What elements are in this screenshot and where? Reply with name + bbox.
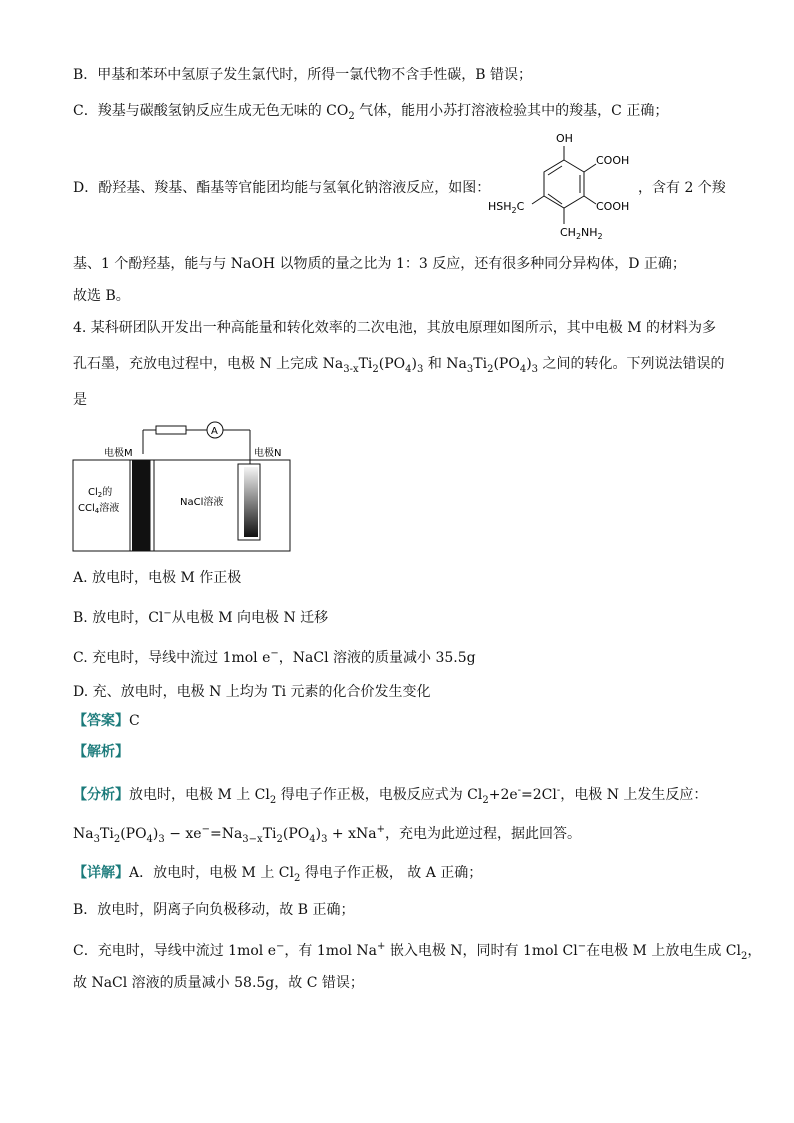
detail-line-a: 【详解】A．放电时，电极 M 上 $Cl_2$ 得电子作正极， 故 A 正确；: [73, 865, 483, 884]
label-left-solution-1: $Cl_2$的: [88, 487, 113, 499]
question-4-line1: 4. 某科研团队开发出一种高能量和转化效率的二次电池，其放电原理如图所示，其中电极 M 的材料为多: [73, 320, 717, 336]
mol-hsh2c: $HSH_2C$: [488, 200, 525, 215]
battery-diagram: [70, 418, 296, 554]
mol-cooh-bottom: COOH: [596, 200, 630, 213]
label-electrode-m: 电极M: [104, 448, 133, 459]
option-a: A. 放电时，电极 M 作正极: [73, 570, 242, 586]
text-line-b: B．甲基和苯环中氢原子发生氯代时，所得一氯代物不含手性碳，B 错误；: [73, 67, 533, 83]
text-line-d2: 基、1 个酚羟基，能与与 NaOH 以物质的量之比为 1：3 反应，还有很多种同分异构体，D 正确；: [73, 256, 686, 272]
detail-line-c2: 故 NaCl 溶液的质量减小 58.5g，故 C 错误；: [73, 975, 364, 991]
detail-line-b: B．放电时，阴离子向负极移动，故 B 正确；: [73, 902, 355, 918]
mol-cooh-top: COOH: [596, 154, 630, 167]
text-line-d: D．酚羟基、羧基、酯基等官能团均能与氢氧化钠溶液反应，如图：: [73, 180, 491, 196]
label-nacl-solution: NaCl溶液: [180, 497, 224, 508]
mol-ch2nh2: $CH_2NH_2$: [560, 226, 603, 241]
question-4-line3: 是: [73, 392, 87, 408]
label-ammeter: A: [211, 426, 218, 437]
mol-oh: OH: [556, 132, 573, 145]
option-d: D. 充、放电时，电极 N 上均为 Ti 元素的化合价发生变化: [73, 684, 431, 700]
option-c: C. 充电时，导线中流过 1mol e−，NaCl 溶液的质量减小 35.5g: [73, 648, 476, 666]
question-4-line2: 孔石墨，充放电过程中，电极 N 上完成 $Na_{3-x}Ti_2(PO_4)_3$ 和 $Na_3Ti_2(PO_4)_3$ 之间的转化。下列说法错误的: [73, 356, 725, 375]
analysis-line1: 【分析】放电时，电极 M 上 $Cl_2$ 得电子作正极，电极反应式为 $Cl_2+2e^-=2Cl^-$，电极 N 上发生反应：: [73, 785, 708, 806]
text-line-d3: 故选 B。: [73, 288, 130, 304]
molecule-structure: [484, 128, 644, 246]
answer-line: 【答案】C: [73, 713, 140, 729]
label-left-solution-2: CCl$_4$溶液: [78, 503, 120, 515]
label-electrode-n: 电极N: [254, 448, 282, 459]
detail-line-c1: C．充电时，导线中流过 1mol e−，有 1mol Na+ 嵌入电极 N，同时有 1mol Cl−在电极 M 上放电生成 $Cl_2$，: [73, 941, 762, 962]
text-line-c: C．羧基与碳酸氢钠反应生成无色无味的 $CO_2$ 气体，能用小苏打溶液检验其中的羧基，C 正确；: [73, 103, 669, 122]
analysis-equation: $Na_3Ti_2(PO_4)_3 - xe^-=Na_{3-x}Ti_2(PO_4)_3 + xNa^+$，充电为此逆过程，据此回答。: [73, 824, 581, 845]
analysis-tag: 【解析】: [73, 744, 129, 760]
option-b: B. 放电时，Cl−从电极 M 向电极 N 迁移: [73, 608, 329, 626]
text-line-d-tail: ，含有 2 个羧: [638, 180, 726, 196]
answer-tag: 【答案】: [73, 713, 129, 729]
